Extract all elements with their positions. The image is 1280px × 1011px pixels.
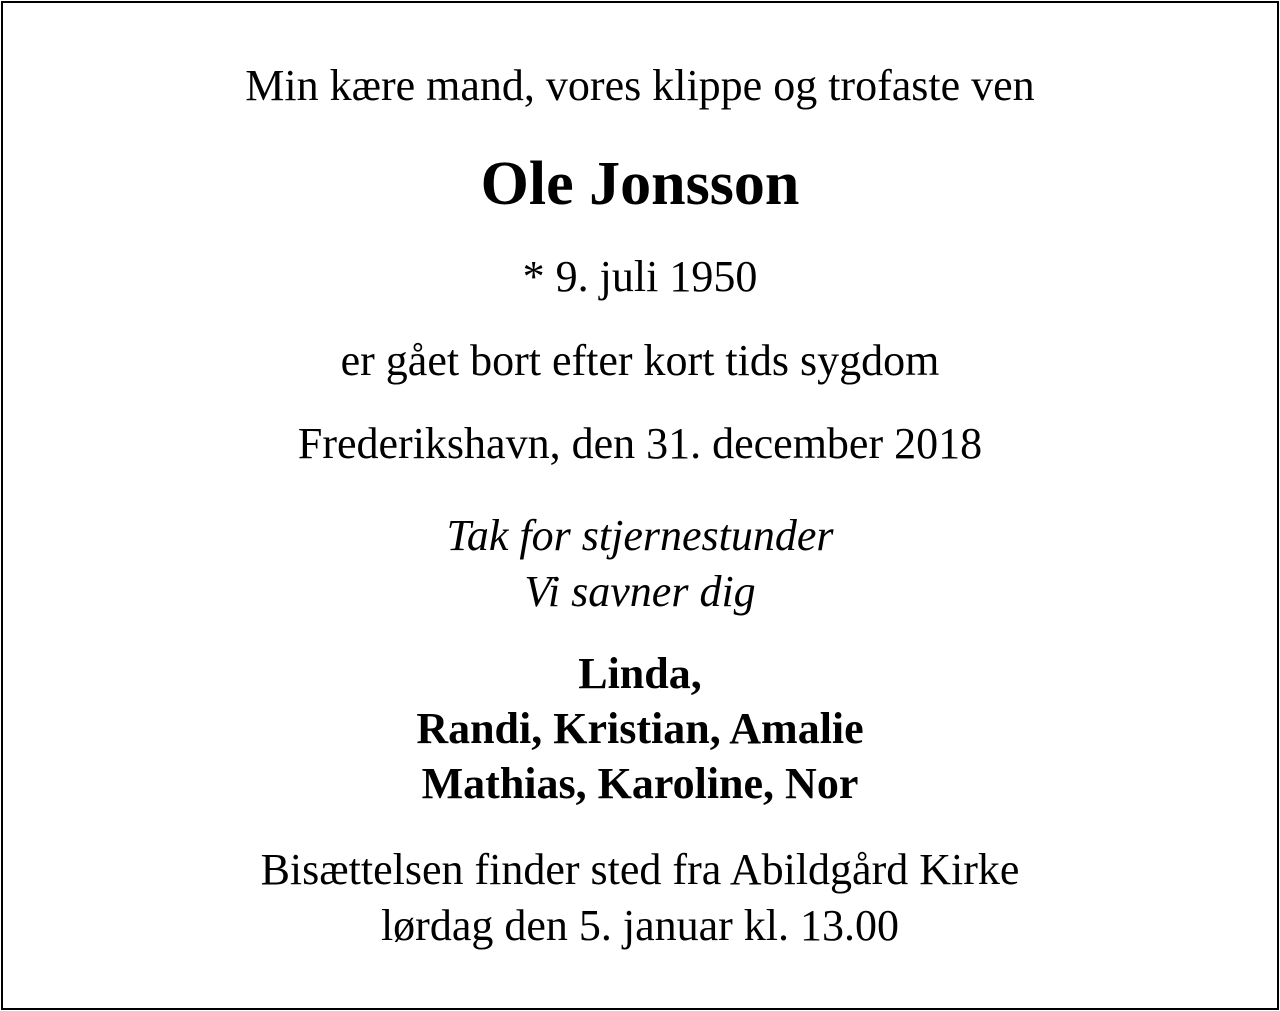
passing-statement: er gået bort efter kort tids sygdom [340,336,940,385]
funeral-details [3,842,1277,954]
funeral-line: lørdag den 5. januar kl. 13.00 [380,901,900,950]
memorial-verse [3,508,1277,620]
family-names [3,646,1277,811]
intro-line: Min kære mand, vores klippe og trofaste ven [245,61,1035,110]
verse-line: Tak for stjernestunder [446,511,834,560]
birth-date: * 9. juli 1950 [522,252,758,301]
family-line: Randi, Kristian, Amalie [416,704,864,753]
family-line: Mathias, Karoline, Nor [421,759,859,808]
verse-line: Vi savner dig [524,567,756,616]
funeral-line: Bisættelsen finder sted fra Abildgård Kirke [260,845,1020,894]
deceased-name: Ole Jonsson [480,150,800,218]
obituary-notice [1,1,1279,1010]
place-and-date: Frederikshavn, den 31. december 2018 [297,419,983,468]
family-line: Linda, [578,649,702,698]
